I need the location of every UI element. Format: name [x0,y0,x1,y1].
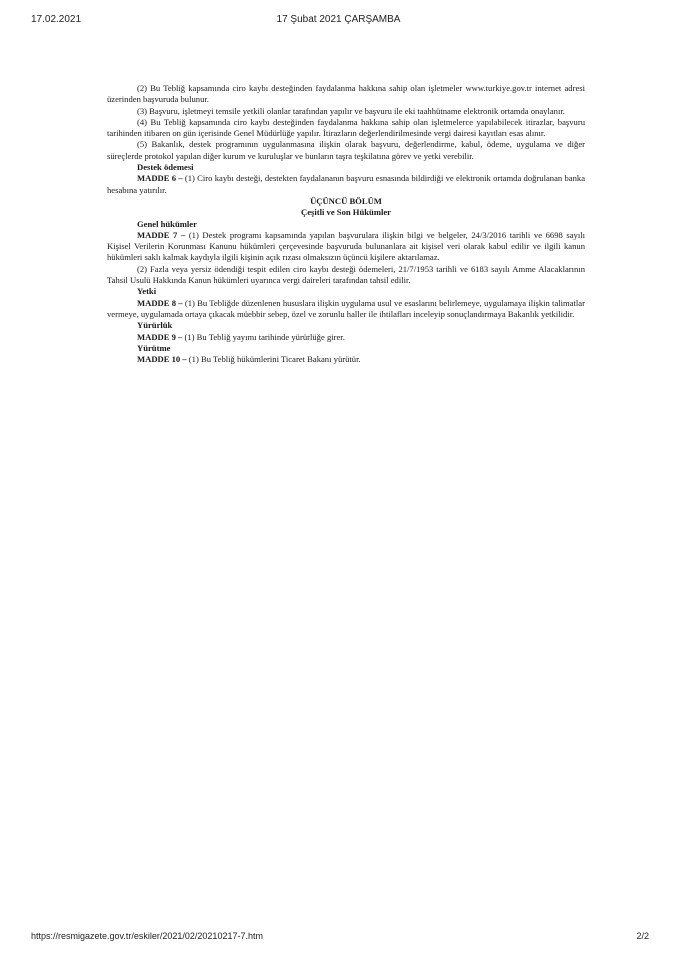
paragraph-2: (2) Bu Tebliğ kapsamında ciro kaybı desteğinden faydalanma hakkına sahip olan işletmeler www.turkiye.gov.tr internet adresi üzerinden başvuruda bulunur. [107,83,585,105]
section-title: ÜÇÜNCÜ BÖLÜM [310,195,382,206]
source-url: https://resmigazete.gov.tr/eskiler/2021/02/20210217-7.htm [31,931,263,941]
article-6 [107,173,585,196]
page-header-title: 17 Şubat 2021 ÇARŞAMBA [276,14,401,25]
heading-destek-odemesi: Destek ödemesi [137,162,194,173]
article-9-text: (1) Bu Tebliğ yayımı tarihinde yürürlüğe girer. [182,331,345,342]
section-subtitle: Çeşitli ve Son Hükümler [301,207,391,218]
article-6-label: MADDE 6 – [137,173,183,184]
article-7-text: (1) Destek programı kapsamında yapılan başvurulara ilişkin bilgi ve belgeler, 24/3/2016 tarihli ve 6698 sayılı Kişisel Verilerin Korunması Kanunu hükümleri çerçevesinde başvuruda bulunanlara ait kişisel veri olarak kabul edilir ve ilgili kanun hükümleri saklı kalmak kaydıyla ilgili kişinin açık rızası olmaksızın üçüncü kişilere aktarılamaz. [107,229,585,263]
article-9-label: MADDE 9 – [137,331,183,342]
article-7-label: MADDE 7 – [137,229,186,240]
paragraph-5: (5) Bakanlık, destek programının uygulanmasına ilişkin olarak başvuru, değerlendirme, kabul, ödeme, uygulama ve diğer süreçlerde protokol yapılan diğer kurum ve kuruluşlar ve bunların taşra teşkilatına görev ve yetki verebilir. [107,139,585,161]
heading-yetki: Yetki [137,286,157,297]
page-number: 2/2 [636,931,649,941]
heading-yurutme: Yürütme [137,342,171,353]
article-6-text: (1) Ciro kaybı desteği, destekten faydalananın başvuru esnasında bildirdiği ve elektronik ortamda doğrulanan banka hesabına yatırılır. [107,173,586,195]
article-10-text: (1) Bu Tebliğ hükümlerini Ticaret Bakanı yürütür. [186,354,361,365]
paragraph-4: (4) Bu Tebliğ kapsamında ciro kaybı desteğinden faydalanma hakkına sahip olan işletmelerce yapılabilecek itirazlar, başvuru tarihinden itibaren on gün içerisinde Genel Müdürlüğe yapılır. İtirazların değerlendirilmesinde vergi dairesi kayıtları esas alınır. [107,116,585,139]
article-10-label: MADDE 10 – [137,354,187,365]
heading-genel-hukumler: Genel hükümler [137,218,197,229]
article-8-label: MADDE 8 – [137,297,183,308]
article-8 [107,298,585,321]
article-8-text: (1) Bu Tebliğde düzenlenen hususlara ilişkin uygulama usul ve esaslarını belirlemeye, uygulamaya ilişkin talimatlar vermeye, uygulamada ortaya çıkacak müebbir sebep, özel ve zorunlu haller ile ihtilafları inceleyip sonuçlandırmaya Bakanlık yetkilidir. [107,297,585,319]
paragraph-3: (3) Başvuru, işletmeyi temsile yetkili olanlar tarafından yapılır ve başvuru ile eki taahhütname elektronik ortamda onaylanır. [137,105,565,116]
document-body [107,83,585,365]
heading-yururluk: Yürürlük [137,320,173,331]
article-10 [107,354,585,365]
print-date: 17.02.2021 [31,14,82,25]
article-7-paragraph-2: (2) Fazla veya yersiz ödendiği tespit edilen ciro kaybı desteği ödemeleri, 21/7/1953 tarihli ve 6183 sayılı Amme Alacaklarının Tahsil Usulü Hakkında Kanun hükümleri uyarınca vergi daireleri tarafından tahsil edilir. [107,263,585,286]
article-7 [107,230,585,264]
article-9 [107,332,585,343]
